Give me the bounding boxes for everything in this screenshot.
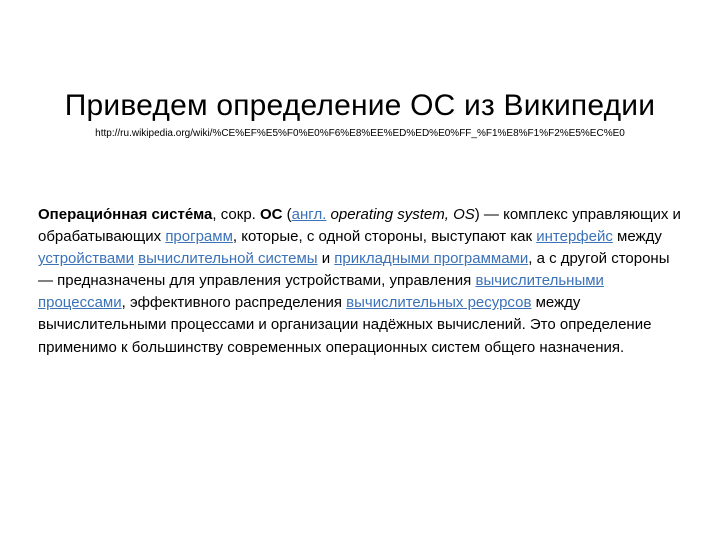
link-english[interactable]: англ. — [291, 206, 327, 223]
slide-title: Приведем определение ОС из Википедии — [64, 89, 656, 122]
definition-text: между — [612, 228, 662, 246]
link-computing-processes[interactable]: вычислительными процессами — [38, 272, 604, 312]
definition-paragraph — [38, 204, 688, 359]
definition-text: , сокр. — [212, 206, 260, 223]
foreign-term: operating system, OS — [330, 206, 475, 223]
source-url: http://ru.wikipedia.org/wiki/%CE%EF%E5%F0%E0%F6%E8%EE%ED%ED%E0%FF_%F1%E8%F1%F2%E5%EC%E0 — [95, 128, 625, 139]
link-computer-system[interactable]: вычислительной системы — [138, 250, 318, 268]
link-programs[interactable]: программ — [165, 228, 233, 246]
definition-text: , а с другой стороны — предназначены для управления устройствами, управления — [38, 250, 670, 290]
link-application-programs[interactable]: прикладными программами — [334, 250, 529, 268]
link-computing-resources[interactable]: вычислительных ресурсов — [346, 294, 532, 312]
definition-text: , которые, с одной стороны, выступают как — [232, 228, 537, 246]
abbreviation: ОС — [260, 206, 283, 223]
definition-text: ( — [282, 206, 292, 223]
definition-text: и — [317, 250, 335, 268]
link-devices[interactable]: устройствами — [38, 250, 134, 268]
defined-term: Операцио́нная систе́ма — [38, 206, 213, 223]
definition-text: , эффективного распределения — [121, 294, 347, 312]
definition-text: ) — комплекс управляющих и обрабатывающих — [38, 206, 681, 246]
definition-text: между вычислительными процессами и организации надёжных вычислений. Это определение применимо к большинству современных операционных систем общего назначения. — [38, 294, 652, 356]
link-interface[interactable]: интерфейс — [536, 228, 613, 246]
